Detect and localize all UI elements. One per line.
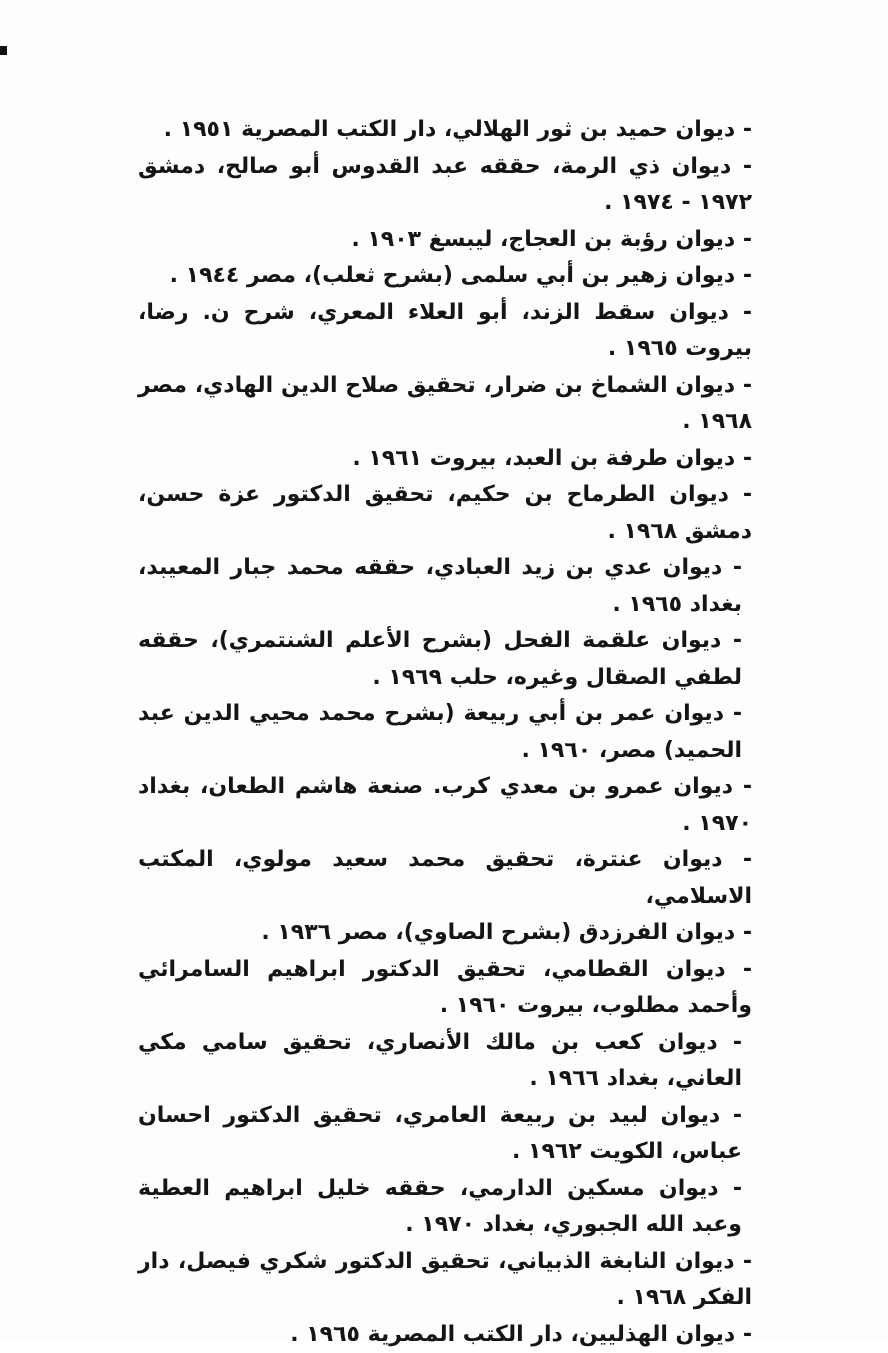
bibliography-entry: - ديوان سقط الزند، أبو العلاء المعري، شرح ن. رضا، بيروت ١٩٦٥ .: [138, 295, 752, 368]
bibliography-entry: - ديوان عنترة، تحقيق محمد سعيد مولوي، المكتب الاسلامي،: [138, 842, 752, 915]
bibliography-entry: - ديوان طرفة بن العبد، بيروت ١٩٦١ .: [138, 441, 752, 478]
bibliography-entry: - ديوان زهير بن أبي سلمى (بشرح ثعلب)، مصر ١٩٤٤ .: [138, 258, 752, 295]
bibliography-entry: - ديوان القطامي، تحقيق الدكتور ابراهيم السامرائي وأحمد مطلوب، بيروت ١٩٦٠ .: [138, 952, 752, 1025]
bibliography-entry: - ديوان علقمة الفحل (بشرح الأعلم الشنتمري)، حققه لطفي الصقال وغيره، حلب ١٩٦٩ .: [138, 623, 752, 696]
bibliography-entry: - ديوان لبيد بن ربيعة العامري، تحقيق الدكتور احسان عباس، الكويت ١٩٦٢ .: [138, 1098, 752, 1171]
bibliography-entry: - ديوان عمر بن أبي ربيعة (بشرح محمد محيي الدين عبد الحميد) مصر، ١٩٦٠ .: [138, 696, 752, 769]
bibliography-entry: - ديوان كعب بن مالك الأنصاري، تحقيق سامي مكي العاني، بغداد ١٩٦٦ .: [138, 1025, 752, 1098]
bibliography-entry: - ديوان الطرماح بن حكيم، تحقيق الدكتور عزة حسن، دمشق ١٩٦٨ .: [138, 477, 752, 550]
bibliography-entry: - ديوان الشماخ بن ضرار، تحقيق صلاح الدين الهادي، مصر ١٩٦٨ .: [138, 368, 752, 441]
bibliography-entry: - ديوان الفرزدق (بشرح الصاوي)، مصر ١٩٣٦ .: [138, 915, 752, 952]
bibliography-entry: - ديوان حميد بن ثور الهلالي، دار الكتب المصرية ١٩٥١ .: [138, 112, 752, 149]
scan-edge-mark: [0, 46, 7, 55]
bibliography-entry: - ديوان رؤبة بن العجاج، ليبسغ ١٩٠٣ .: [138, 222, 752, 259]
bibliography-entry: - ديوان عمرو بن معدي كرب. صنعة هاشم الطعان، بغداد ١٩٧٠ .: [138, 769, 752, 842]
bibliography-entry: - ديوان ذي الرمة، حققه عبد القدوس أبو صالح، دمشق ١٩٧٢ - ١٩٧٤ .: [138, 149, 752, 222]
bibliography-entry: - ديوان عدي بن زيد العبادي، حققه محمد جبار المعيبد، بغداد ١٩٦٥ .: [138, 550, 752, 623]
bibliography-entry: - ديوان النابغة الذبياني، تحقيق الدكتور شكري فيصل، دار الفكر ١٩٦٨ .: [138, 1244, 752, 1317]
bibliography-entry: - ديوان مسكين الدارمي، حققه خليل ابراهيم العطية وعبد الله الجبوري، بغداد ١٩٧٠ .: [138, 1171, 752, 1244]
bibliography-entry: - ديوان الهذليين، دار الكتب المصرية ١٩٦٥ .: [138, 1317, 752, 1353]
bibliography-list: [138, 112, 752, 1353]
